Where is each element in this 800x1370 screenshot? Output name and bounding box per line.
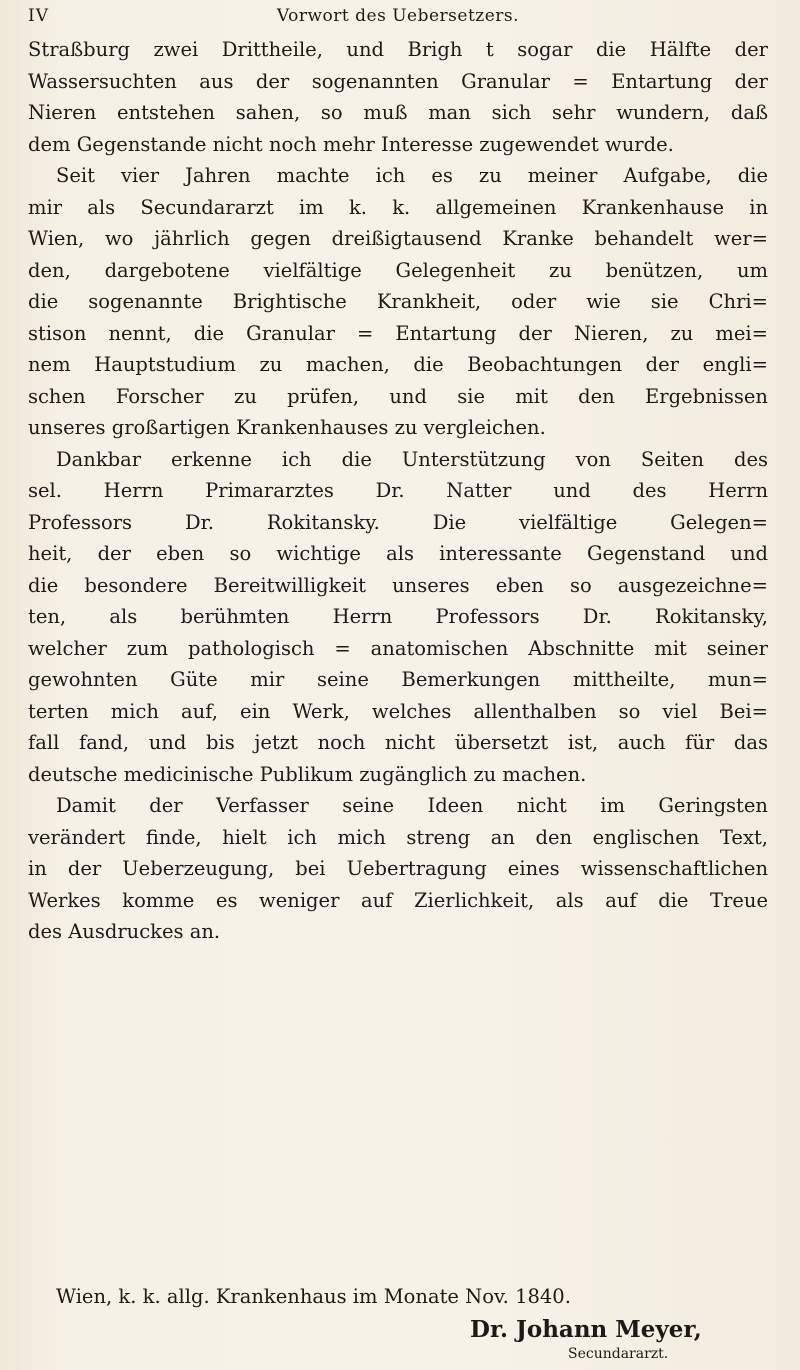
text-line: welcher zum pathologisch = anatomischen Abschnitte mit seiner (28, 636, 768, 660)
running-title: Vorwort des Uebersetzers. (276, 6, 520, 26)
body-text (28, 34, 768, 948)
text-line: die besondere Bereitwilligkeit unseres eben so ausgezeichne= (28, 573, 768, 597)
text-line: verändert finde, hielt ich mich streng an den englischen Text, (28, 825, 768, 849)
page-number: IV (28, 6, 49, 26)
text-line: Seit vier Jahren machte ich es zu meiner Aufgabe, die (56, 164, 768, 187)
text-line: stison nennt, die Granular = Entartung der Nieren, zu mei= (28, 321, 768, 345)
text-line: nem Hauptstudium zu machen, die Beobachtungen der engli= (28, 353, 768, 376)
dateline: Wien, k. k. allg. Krankenhaus im Monate Nov. 1840. (56, 1285, 571, 1308)
text-line: fall fand, und bis jetzt noch nicht übersetzt ist, auch für das (28, 731, 768, 754)
text-line: Damit der Verfasser seine Ideen nicht im Geringsten (56, 794, 768, 817)
text-line: gewohnten Güte mir seine Bemerkungen mittheilte, mun= (28, 668, 768, 691)
text-line: Straßburg zwei Drittheile, und Brigh t sogar die Hälfte der (28, 38, 768, 61)
text-line: Werkes komme es weniger auf Zierlichkeit, als auf die Treue (28, 888, 768, 912)
text-line: deutsche medicinische Publikum zugänglich zu machen. (28, 762, 587, 786)
text-line: Nieren entstehen sahen, so muß man sich sehr wundern, daß (28, 101, 768, 124)
text-line: in der Ueberzeugung, bei Uebertragung eines wissenschaftlichen (28, 857, 768, 880)
text-line: sel. Herrn Primararztes Dr. Natter und des Herrn (28, 479, 768, 502)
signature: Dr. Johann Meyer, (470, 1316, 702, 1343)
text-line: unseres großartigen Krankenhauses zu vergleichen. (28, 416, 546, 439)
text-line: Professors Dr. Rokitansky. Die vielfältige Gelegen= (28, 510, 768, 534)
text-line: ten, als berühmten Herrn Professors Dr. Rokitansky, (28, 605, 768, 628)
text-line: dem Gegenstande nicht noch mehr Interesse zugewendet wurde. (28, 132, 674, 156)
signature-title: Secundararzt. (568, 1346, 669, 1362)
text-line: des Ausdruckes an. (28, 920, 221, 943)
text-line: terten mich auf, ein Werk, welches allenthalben so viel Bei= (28, 699, 768, 723)
text-line: mir als Secundararzt im k. k. allgemeinen Krankenhause in (28, 195, 768, 219)
text-line: heit, der eben so wichtige als interessante Gegenstand und (28, 542, 768, 565)
text-line: schen Forscher zu prüfen, und sie mit den Ergebnissen (28, 384, 768, 408)
text-line: Wien, wo jährlich gegen dreißigtausend Kranke behandelt wer= (28, 227, 768, 250)
text-line: Dankbar erkenne ich die Unterstützung von Seiten des (56, 447, 768, 471)
text-line: die sogenannte Brightische Krankheit, oder wie sie Chri= (28, 290, 768, 313)
text-line: den, dargebotene vielfältige Gelegenheit zu benützen, um (28, 258, 768, 282)
text-line: Wassersuchten aus der sogenannten Granular = Entartung der (28, 69, 768, 93)
running-head (28, 6, 768, 32)
